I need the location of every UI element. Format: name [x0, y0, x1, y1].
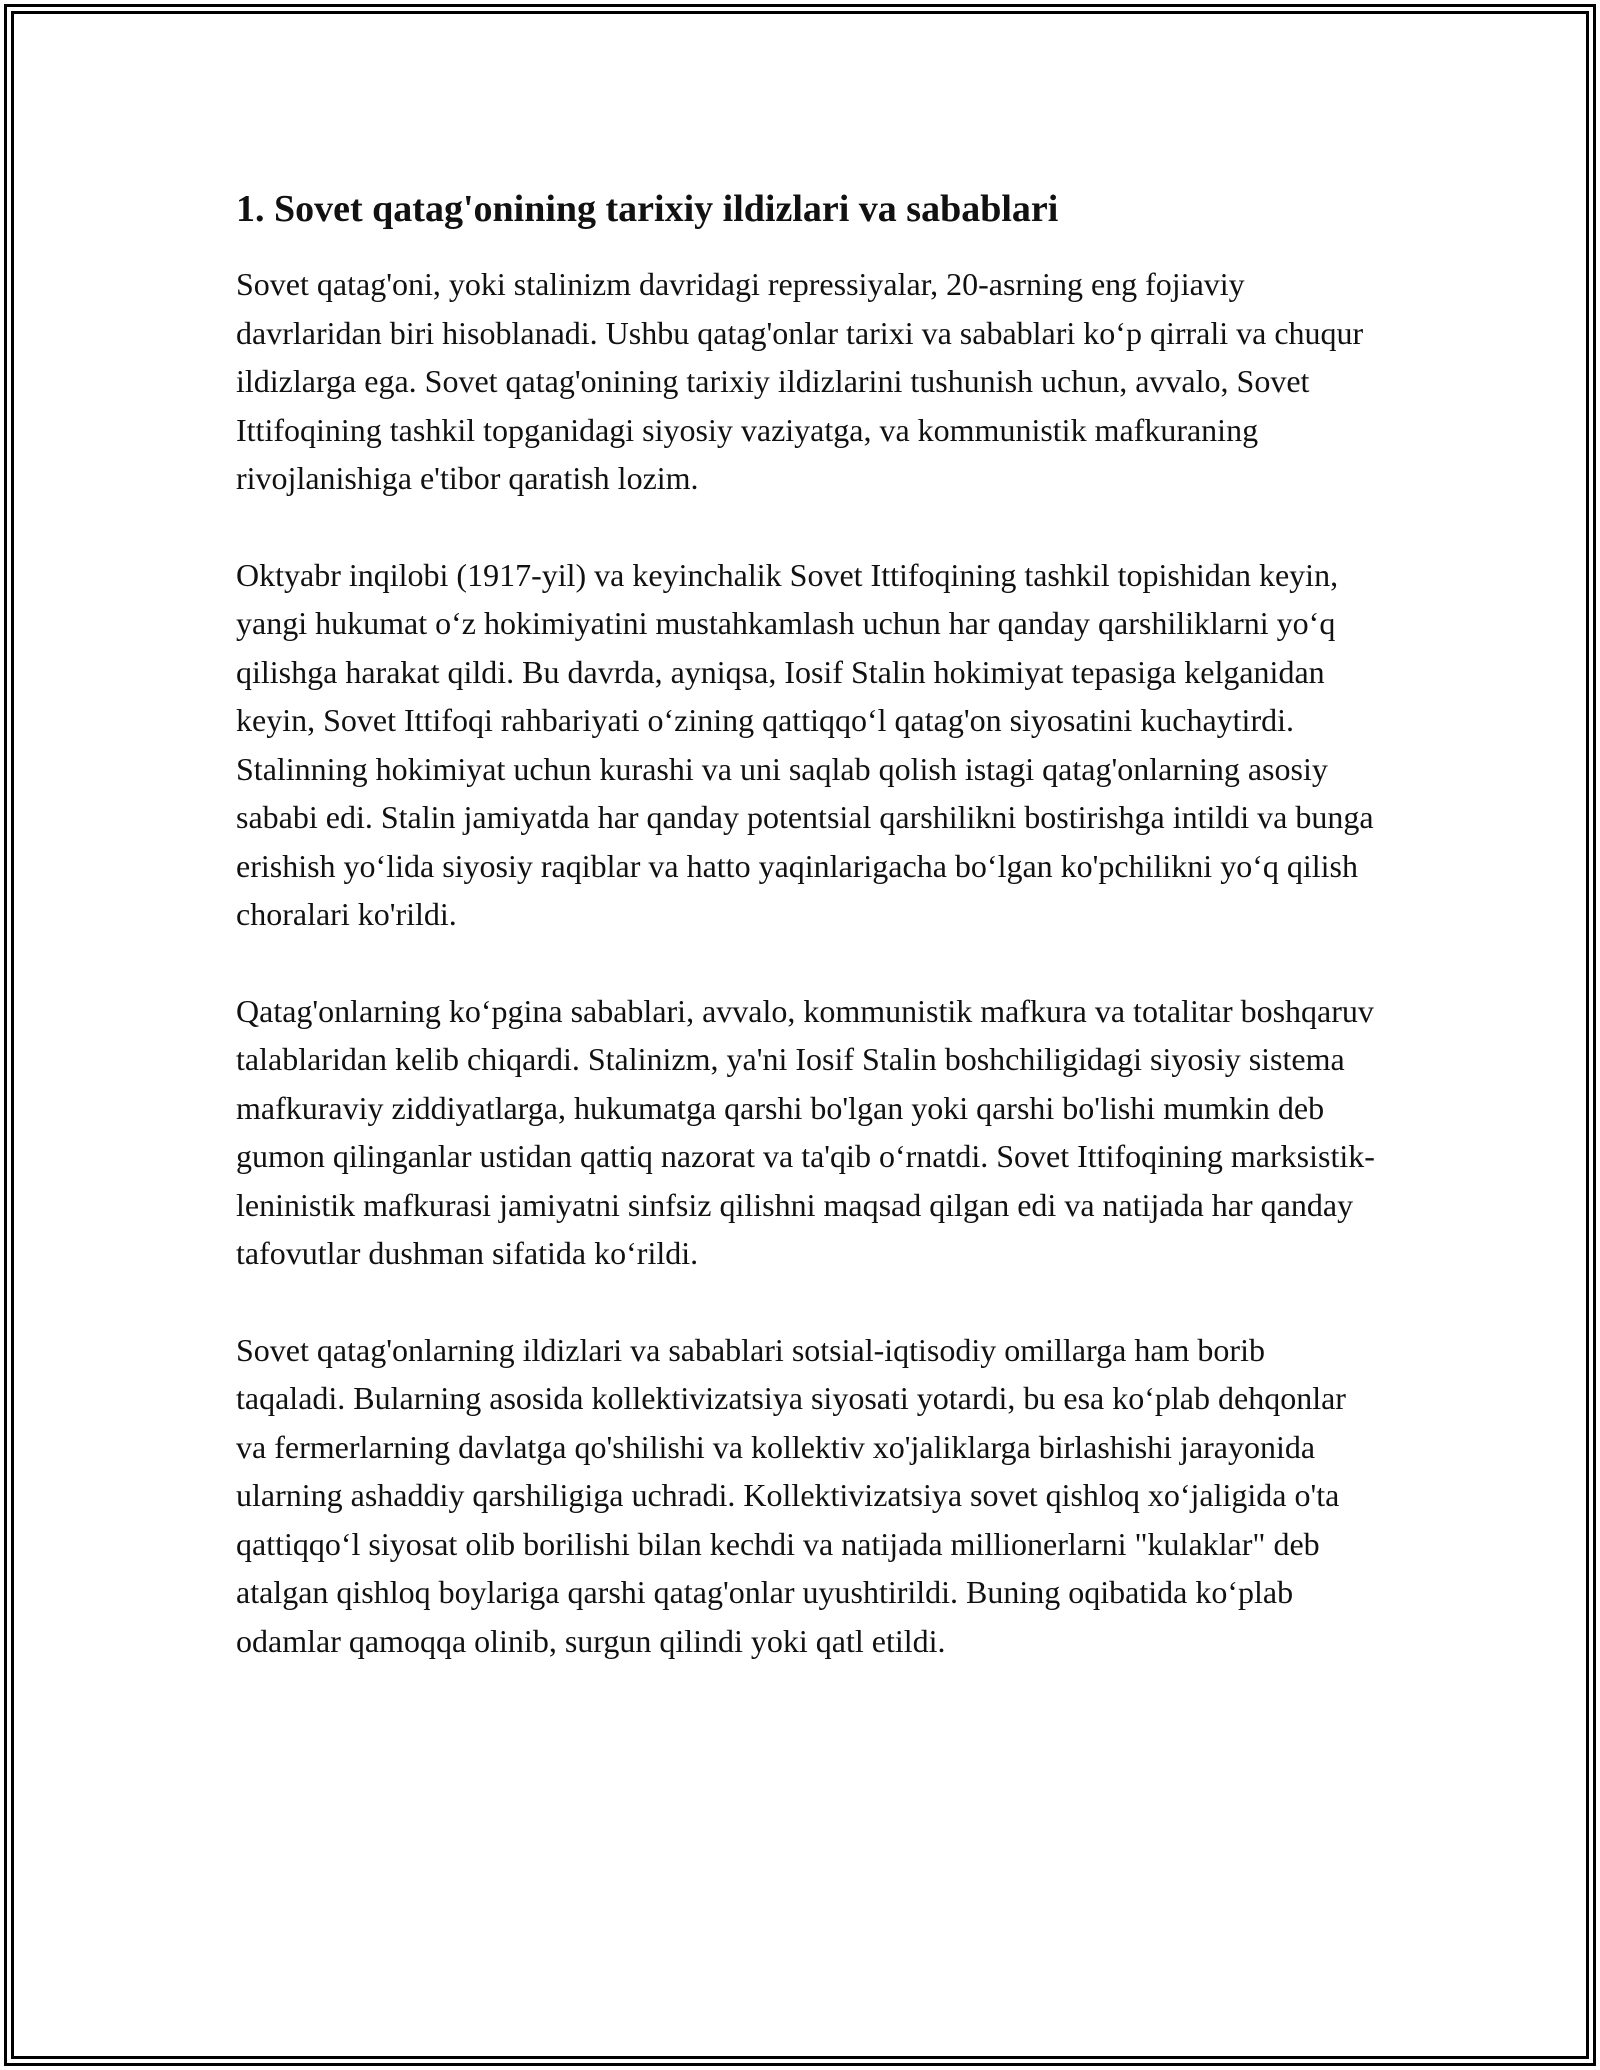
- document-body: [236, 185, 1381, 1713]
- paragraph-1: Sovet qatag'oni, yoki stalinizm davridagi repressiyalar, 20-asrning eng fojiaviy davrlaridan biri hisoblanadi. Ushbu qatag'onlar tarixi va sabablari koʻp qirrali va chuqur ildizlarga ega. Sovet qatag'onining tarixiy ildizlarini tushunish uchun, avvalo, Sovet Ittifoqining tashkil topganidagi siyosiy vaziyatga, va kommunistik mafkuraning rivojlanishiga e'tibor qaratish lozim.: [236, 266, 1364, 497]
- paragraph-4: Sovet qatag'onlarning ildizlari va sabablari sotsial-iqtisodiy omillarga ham borib taqaladi. Bularning asosida kollektivizatsiya siyosati yotardi, bu esa koʻplab dehqonlar va fermerlarning davlatga qo'shilishi va kollektiv xo'jaliklarga birlashishi jarayonida ularning ashaddiy qarshiligiga uchradi. Kollektivizatsiya sovet qishloq xoʻjaligida o'ta qattiqqoʻl siyosat olib borilishi bilan kechdi va natijada millionerlarni "kulaklar" deb atalgan qishloq boylariga qarshi qatag'onlar uyushtirildi. Buning oqibatida koʻplab odamlar qamoqqa olinib, surgun qilindi yoki qatl etildi.: [236, 1331, 1346, 1659]
- paragraph-2: Oktyabr inqilobi (1917-yil) va keyinchalik Sovet Ittifoqining tashkil topishidan keyin, yangi hukumat oʻz hokimiyatini mustahkamlash uchun har qanday qarshiliklarni yoʻq qilishga harakat qildi. Bu davrda, ayniqsa, Iosif Stalin hokimiyat tepasiga kelganidan keyin, Sovet Ittifoqi rahbariyati oʻzining qattiqqoʻl qatag'on siyosatini kuchaytirdi. Stalinning hokimiyat uchun kurashi va uni saqlab qolish istagi qatag'onlarning asosiy sababi edi. Stalin jamiyatda har qanday potentsial qarshilikni bostirishga intildi va bunga erishish yoʻlida siyosiy raqiblar va hatto yaqinlarigacha boʻlgan ko'pchilikni yoʻq qilish choralari ko'rildi.: [236, 556, 1374, 933]
- section-heading: 1. Sovet qatag'onining tarixiy ildizlari va sabablari: [236, 188, 1059, 230]
- paragraph-3: Qatag'onlarning koʻpgina sabablari, avvalo, kommunistik mafkura va totalitar boshqaruv talablaridan kelib chiqardi. Stalinizm, ya'ni Iosif Stalin boshchiligidagi siyosiy sistema mafkuraviy ziddiyatlarga, hukumatga qarshi bo'lgan yoki qarshi bo'lishi mumkin deb gumon qilinganlar ustidan qattiq nazorat va ta'qib oʻrnatdi. Sovet Ittifoqining marksistik-leninistik mafkurasi jamiyatni sinfsiz qilishni maqsad qilgan edi va natijada har qanday tafovutlar dushman sifatida koʻrildi.: [236, 992, 1375, 1272]
